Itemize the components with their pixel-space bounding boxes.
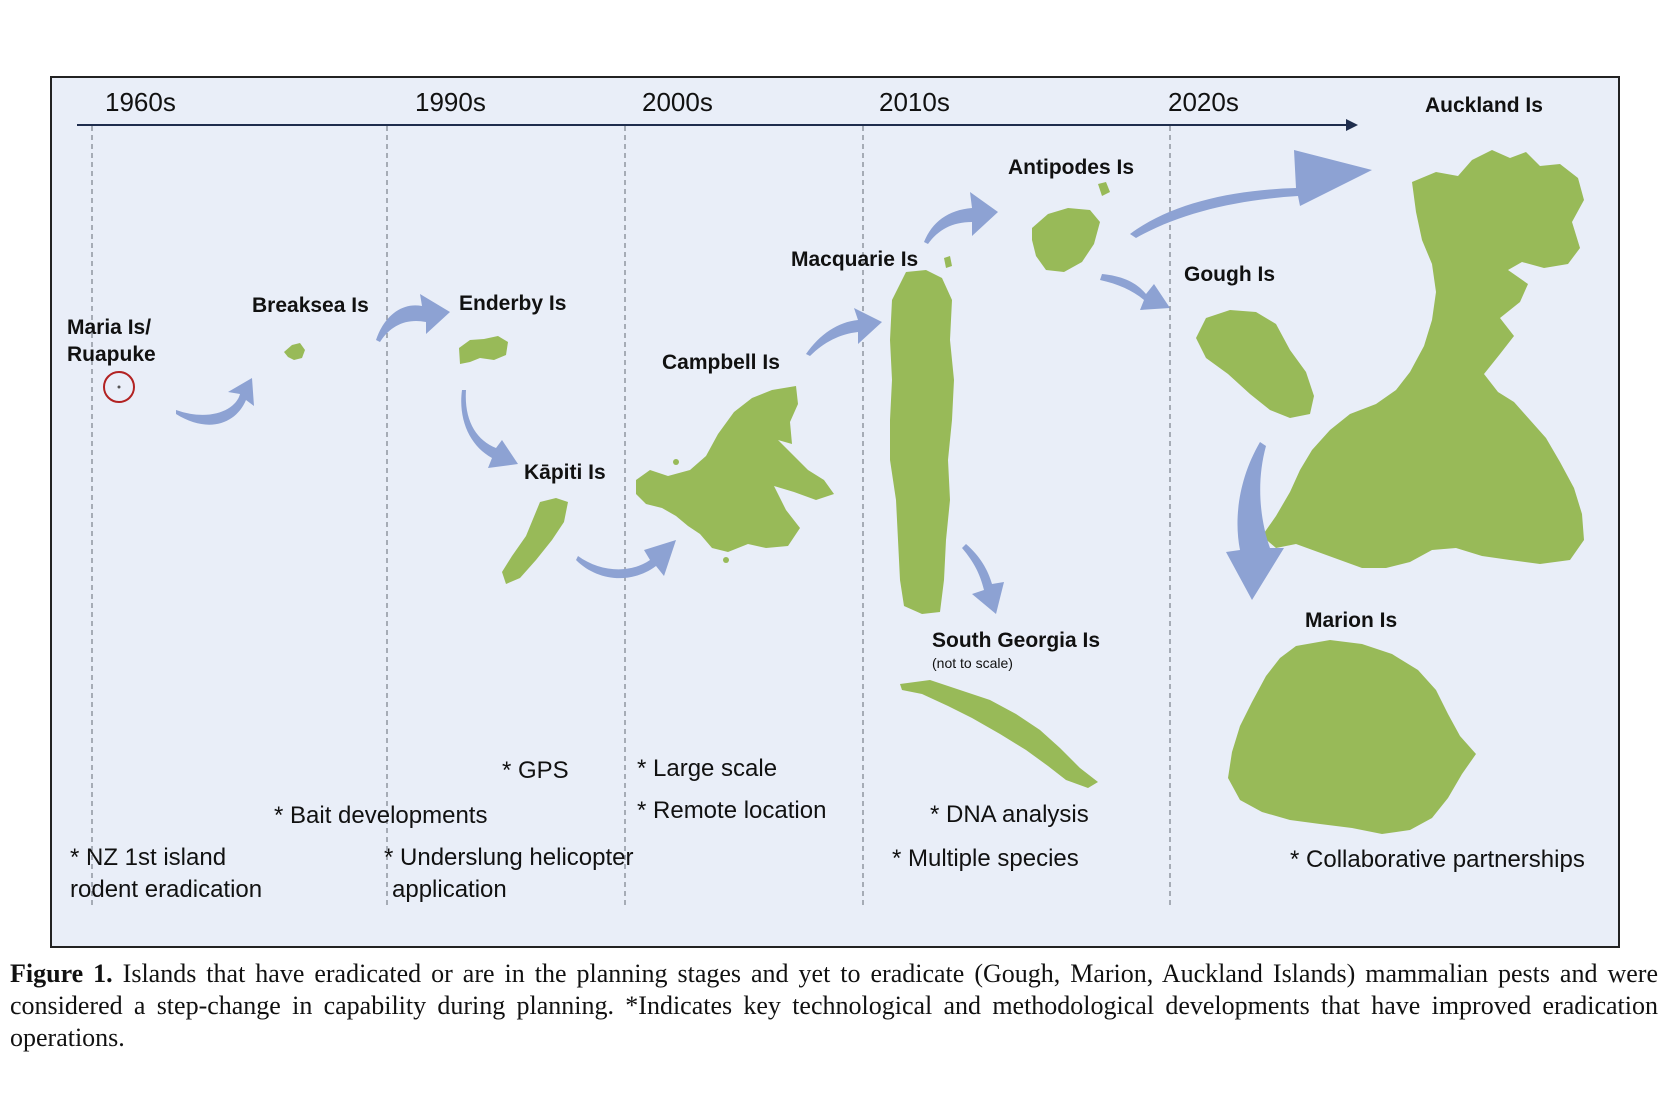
macquarie-island-shape (890, 270, 954, 614)
figure-caption-label: Figure 1. (10, 959, 113, 988)
note-remote-location: * Remote location (637, 797, 827, 824)
island-label-breaksea: Breaksea Is (252, 294, 369, 317)
decade-label-2010s: 2010s (879, 87, 950, 117)
note-large-scale: * Large scale (637, 755, 778, 782)
island-label-enderby: Enderby Is (459, 292, 567, 315)
note-nz-first-line1: * NZ 1st island (70, 844, 227, 871)
decade-label-1990s: 1990s (415, 87, 486, 117)
island-label-auckland: Auckland Is (1425, 94, 1543, 117)
note-nz-first-line2: rodent eradication (70, 876, 263, 903)
island-label-ruapuke: Ruapuke (67, 343, 156, 366)
decade-label-1960s: 1960s (105, 87, 176, 117)
note-gps: * GPS (502, 757, 569, 784)
note-bait-developments: * Bait developments (274, 802, 488, 829)
campbell-islet-1 (723, 557, 729, 563)
figure-caption (10, 958, 1658, 1054)
figure-caption-text: Islands that have eradicated or are in the planning stages and yet to eradicate (Gough, Marion, Auckland Islands) mammalian pests and were considered a step-change in capability during planning. *Indicates key technological and methodological developments that have improved eradication operations. (10, 959, 1658, 1052)
island-label-campbell: Campbell Is (662, 351, 780, 374)
note-underslung-line1: * Underslung helicopter (384, 844, 634, 871)
south-georgia-scale-note: (not to scale) (932, 655, 1013, 671)
note-collaborative-partnerships: * Collaborative partnerships (1290, 846, 1585, 873)
island-label-south-georgia: South Georgia Is (932, 629, 1101, 652)
island-label-marion: Marion Is (1305, 609, 1398, 632)
note-multiple-species: * Multiple species (892, 845, 1079, 872)
decade-label-2020s: 2020s (1168, 87, 1239, 117)
maria-island-shape (118, 386, 121, 389)
island-label-gough: Gough Is (1184, 263, 1275, 286)
island-label-macquarie: Macquarie Is (791, 248, 919, 271)
island-label-maria: Maria Is/ (67, 316, 152, 339)
island-label-kapiti: Kāpiti Is (524, 461, 606, 484)
decade-label-2000s: 2000s (642, 87, 713, 117)
note-dna-analysis: * DNA analysis (930, 801, 1089, 828)
island-label-antipodes: Antipodes Is (1008, 156, 1135, 179)
note-underslung-line2: application (392, 876, 507, 903)
campbell-islet-2 (673, 459, 679, 465)
